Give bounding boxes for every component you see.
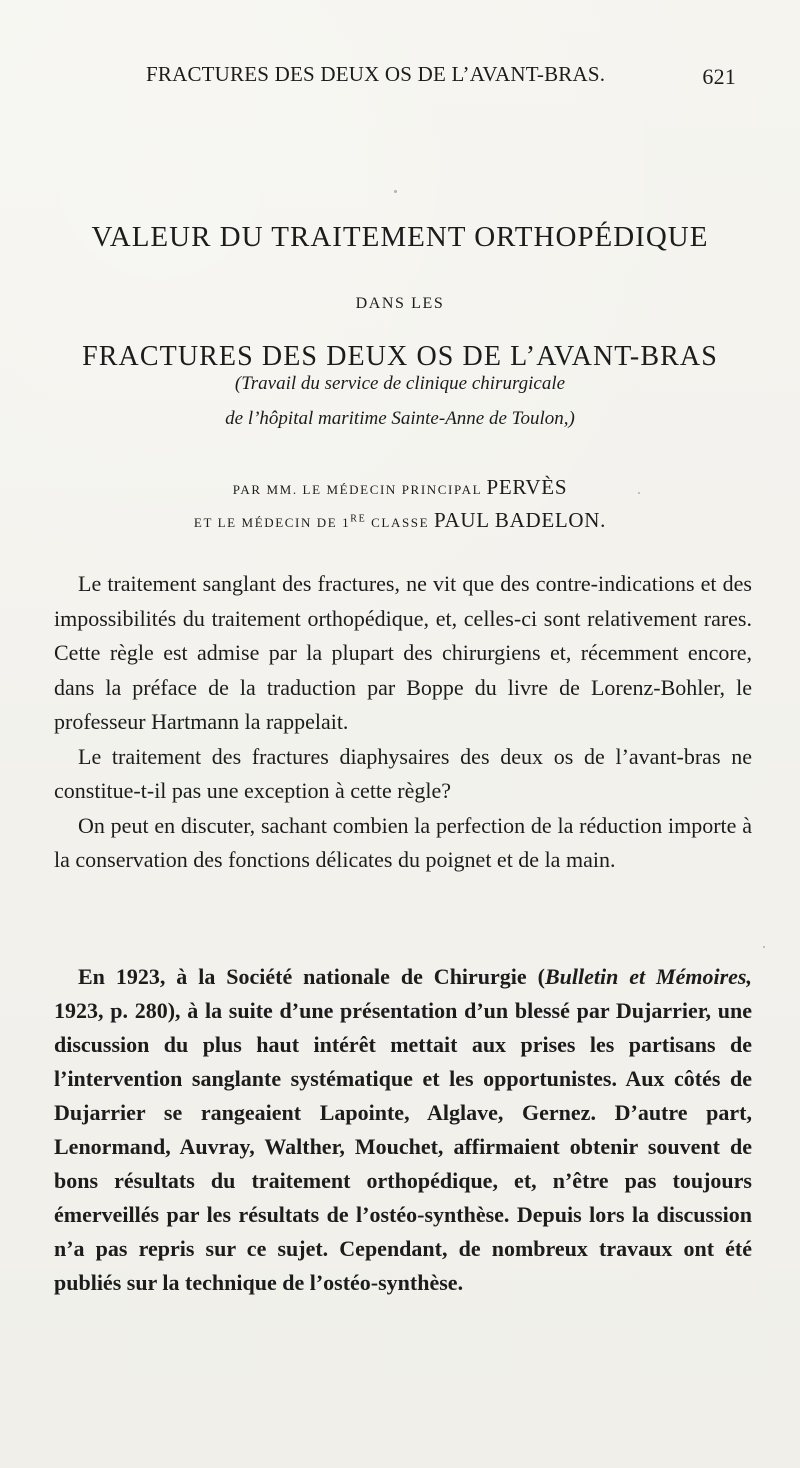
body-paragraph-4-suffix: 1923, p. 280), à la suite d’une présentation d’un blessé par Dujarrier, une discussion du plus haut intérêt mettait aux prises les partisans de l’intervention sanglante systématique et les opportunistes. Aux côtés de Dujarrier se rangeaient Lapointe, Alglave, Gernez. D’autre part, Lenormand, Auvray, Walther, Mouchet, affirmaient obtenir souvent de bons résultats du traitement orthopédique, et, n’être pas toujours émerveillés par les résultats de l’ostéo-synthèse. Depuis lors la discussion n’a pas repris sur ce sujet. Cependant, de nombreux travaux ont été publiés sur la technique de l’ostéo-synthèse.	[54, 998, 752, 1295]
authors-block	[95, 472, 705, 538]
article-main-title: VALEUR DU TRAITEMENT ORTHOPÉDIQUE	[91, 221, 709, 253]
running-header	[146, 62, 736, 94]
scan-speck-3	[763, 946, 765, 948]
body-paragraph-2: Le traitement des fractures diaphysaires des deux os de l’avant-bras ne constitue-t-il pas une exception à cette règle?	[54, 743, 752, 803]
service-note	[110, 366, 690, 436]
scan-speck-2	[638, 492, 640, 494]
body-paragraph-4	[54, 960, 752, 1300]
scan-speck-1	[394, 190, 397, 193]
author-name-perves: PERVÈS	[486, 475, 568, 499]
service-note-line-2: de l’hôpital maritime Sainte-Anne de Toulon,)	[225, 408, 575, 429]
author-line-1-prefix: PAR MM. LE MÉDECIN PRINCIPAL	[232, 482, 482, 497]
body-text	[54, 567, 752, 898]
author-line-2-prefix: ET LE MÉDECIN DE 1	[193, 515, 351, 530]
author-line-2-superscript: RE	[350, 513, 367, 525]
body-paragraph-1: Le traitement sanglant des fractures, ne vit que des contre-indications et des impossibilités du traitement orthopédique, et, celles-ci sont relativement rares. Cette règle est admise par la plupart des chirurgiens et, récemment encore, dans la préface de la traduction par Boppe du livre de Lorenz-Bohler, le professeur Hartmann la rappelait.	[54, 571, 752, 734]
running-title: FRACTURES DES DEUX OS DE L’AVANT-BRAS.	[146, 62, 606, 86]
author-line-1	[95, 472, 705, 505]
bulletin-reference: Bulletin et Mémoires,	[544, 964, 752, 989]
article-dans-les: DANS LES	[355, 295, 445, 312]
body-paragraph-4-prefix: En 1923, à la Société nationale de Chirurgie (	[78, 964, 545, 989]
article-title-block	[40, 220, 760, 374]
author-line-2-classe: CLASSE	[371, 515, 430, 530]
page-number: 621	[702, 64, 736, 89]
author-name-badelon: PAUL BADELON.	[434, 508, 607, 532]
body-text-second-block	[54, 960, 752, 1300]
article-subtitle: FRACTURES DES DEUX OS DE L’AVANT-BRAS	[82, 341, 718, 372]
body-paragraph-3: On peut en discuter, sachant combien la perfection de la réduction importe à la conservation des fonctions délicates du poignet et de la main.	[54, 812, 752, 872]
service-note-line-1: (Travail du service de clinique chirurgicale	[234, 373, 566, 394]
author-line-2	[95, 505, 705, 538]
